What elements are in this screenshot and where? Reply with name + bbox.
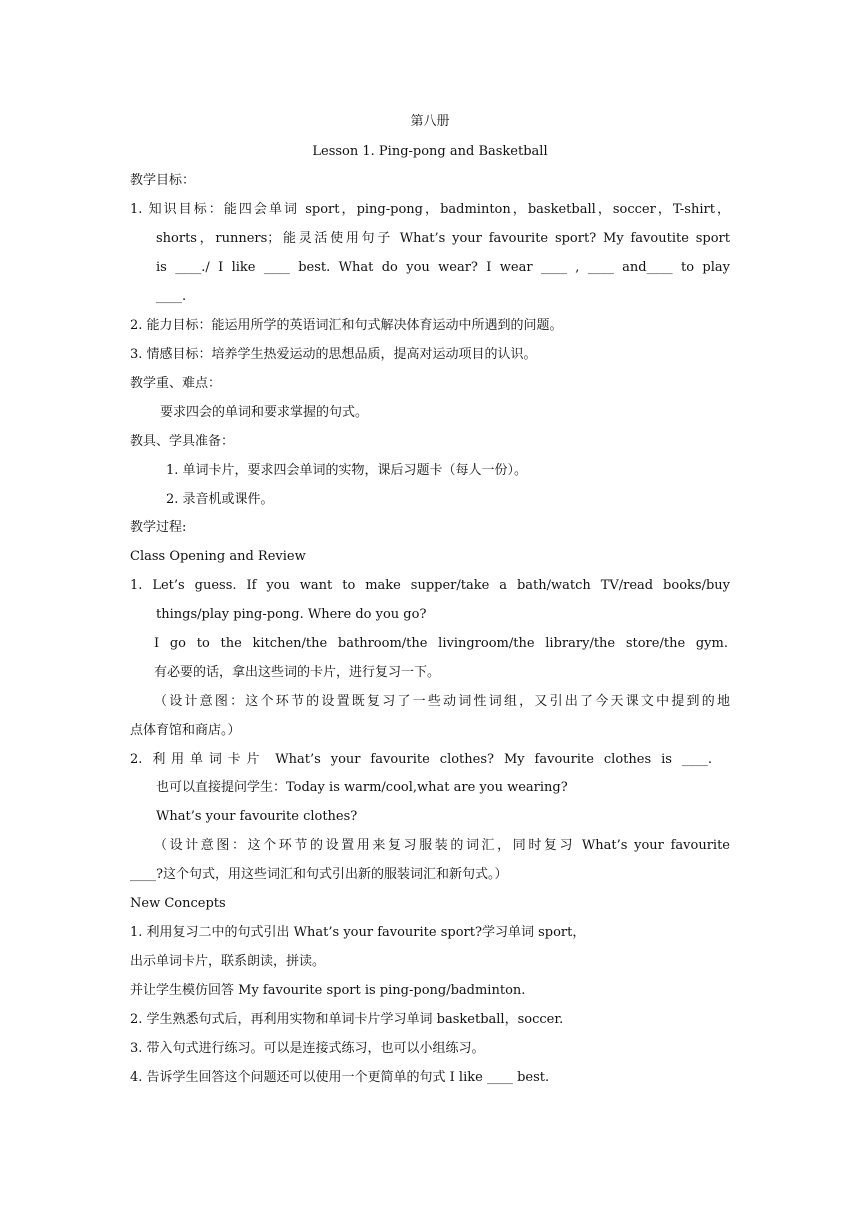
review1-line1: 1. Let’s guess. If you want to make supper/take a bath/watch TV/read books/buy: [130, 578, 730, 593]
tool2: 2. 录音机或课件。: [166, 492, 274, 507]
key-heading: 教学重、难点：: [130, 376, 222, 391]
review2-line3: What’s your favourite clothes?: [156, 809, 358, 824]
review1-note2: 点体育馆和商店。）: [130, 723, 241, 738]
review2-note1: （设计意图：这个环节的设置用来复习服装的词汇，同时复习 What’s your favourite: [154, 838, 730, 853]
review2-note2: ____?这个句式，用这些词汇和句式引出新的服装词汇和新句式。）: [130, 867, 508, 882]
goal2: 2. 能力目标：能运用所学的英语词汇和句式解决体育运动中所遇到的问题。: [130, 318, 563, 333]
review2-line1: 2. 利用单词卡片 What’s your favourite clothes? My favourite clothes is ____.: [130, 752, 712, 767]
new1-line1: 1. 利用复习二中的句式引出 What’s your favourite sport?学习单词 sport，: [130, 925, 586, 940]
goal3: 3. 情感目标：培养学生热爱运动的思想品质，提高对运动项目的认识。: [130, 347, 537, 362]
opening-heading: Class Opening and Review: [130, 549, 306, 564]
lesson-title: Lesson 1. Ping-pong and Basketball: [312, 144, 548, 159]
new2: 2. 学生熟悉句式后，再利用实物和单词卡片学习单词 basketball，soccer.: [130, 1012, 564, 1027]
process-heading: 教学过程:: [130, 520, 187, 535]
new3: 3. 带入句式进行练习。可以是连接式练习，也可以小组练习。: [130, 1041, 485, 1056]
goal1-line2: shorts，runners；能灵活使用句子 What’s your favourite sport? My favoutite sport: [156, 231, 730, 246]
review2-line2: 也可以直接提问学生：Today is warm/cool,what are you wearing?: [156, 780, 568, 795]
goal1-line4: ____.: [156, 289, 187, 304]
goal1-line3: is ____./ I like ____ best. What do you wear? I wear ____ , ____ and____ to play: [156, 260, 730, 275]
review1-line4: 有必要的话，拿出这些词的卡片，进行复习一下。: [154, 665, 441, 680]
new1-line2: 出示单词卡片，联系朗读，拼读。: [130, 954, 326, 969]
key-text: 要求四会的单词和要求掌握的句式。: [160, 405, 369, 420]
tools-heading: 教具、学具准备：: [130, 434, 235, 449]
goal1-line1: 1. 知识目标：能四会单词 sport，ping-pong，badminton，basketball，soccer，T-shirt，: [130, 202, 730, 217]
tool1: 1. 单词卡片，要求四会单词的实物，课后习题卡（每人一份）。: [166, 463, 528, 478]
goals-heading: 教学目标：: [130, 173, 196, 188]
new1-line3: 并让学生模仿回答 My favourite sport is ping-pong/badminton.: [130, 983, 526, 998]
review1-note1: （设计意图：这个环节的设置既复习了一些动词性词组，又引出了今天课文中提到的地: [154, 694, 730, 709]
review1-line3: I go to the kitchen/the bathroom/the livingroom/the library/the store/the gym.: [154, 636, 728, 651]
new-concepts-heading: New Concepts: [130, 896, 226, 911]
review1-line2: things/play ping-pong. Where do you go?: [156, 607, 427, 622]
new4: 4. 告诉学生回答这个问题还可以使用一个更简单的句式 I like ____ best.: [130, 1070, 550, 1085]
doc-title: 第八册: [410, 114, 450, 129]
